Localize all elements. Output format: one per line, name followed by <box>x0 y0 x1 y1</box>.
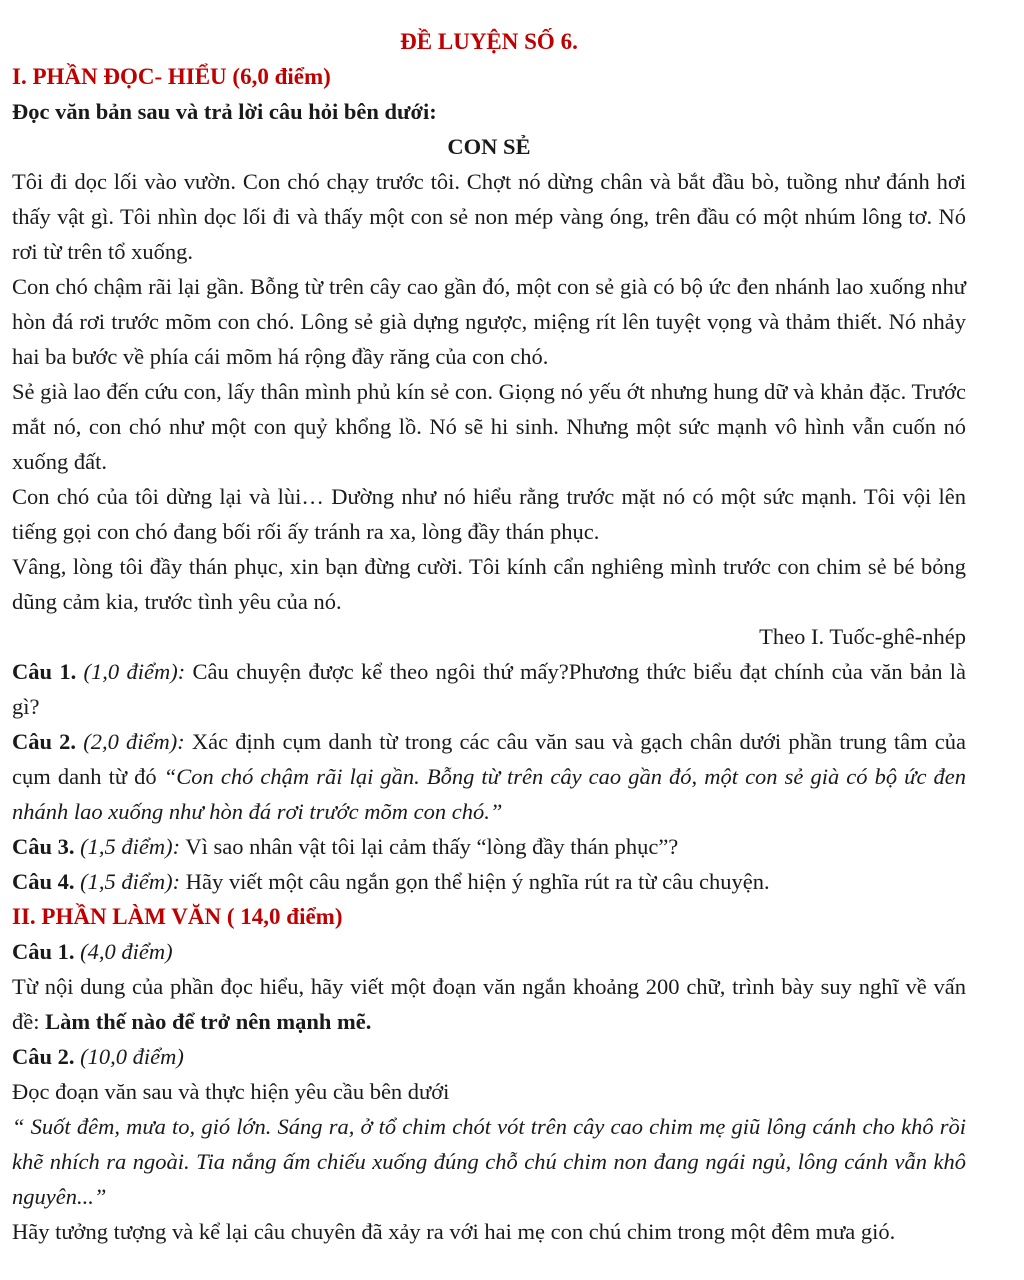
story-paragraph: Con chó của tôi dừng lại và lùi… Dường như nó hiểu rằng trước mặt nó có một sức mạnh. Tôi vội lên tiếng gọi con chó đang bối rối ấy tránh ra xa, lòng đầy thán phục. <box>12 484 966 544</box>
question-label: Câu 1. <box>12 659 77 684</box>
reading-question-1 <box>12 654 966 724</box>
story-source: Theo I. Tuốc-ghê-nhép <box>759 624 966 649</box>
question-label: Câu 2. <box>12 1044 75 1069</box>
writing-question-2-task: Hãy tưởng tượng và kể lại câu chuyên đã xảy ra với hai mẹ con chú chim trong một đêm mưa gió. <box>12 1219 896 1244</box>
exam-title: ĐỀ LUYỆN SỐ 6. <box>400 29 578 54</box>
story-title: CON SẺ <box>447 134 531 159</box>
writing-question-2-quote: “ Suốt đêm, mưa to, gió lớn. Sáng ra, ở tổ chim chót vót trên cây cao chim mẹ giũ lông cánh cho khô rồi khẽ nhích ra ngoài. Tia nắng ấm chiếu xuống đúng chỗ chú chim non đang ngái ngủ, lông cánh vẫn khô nguyên...” <box>12 1114 966 1209</box>
question-text: Xác định cụm danh từ trong các câu văn sau và gạch chân dưới phần trung tâm của cụm danh từ đó <box>12 729 967 789</box>
question-text: Từ nội dung của phần đọc hiểu, hãy viết một đoạn văn ngắn khoảng 200 chữ, trình bày suy nghĩ về vấn đề: <box>12 974 966 1034</box>
story-paragraph: Vâng, lòng tôi đầy thán phục, xin bạn đừng cười. Tôi kính cẩn nghiêng mình trước con chim sẻ bé bỏng dũng cảm kia, trước tình yêu của nó. <box>12 554 966 614</box>
question-points: (4,0 điểm) <box>80 939 173 964</box>
story-paragraph: Tôi đi dọc lối vào vườn. Con chó chạy trước tôi. Chợt nó dừng chân và bắt đầu bò, tuồng như đánh hơi thấy vật gì. Tôi nhìn dọc lối đi và thấy một con sẻ non mép vàng óng, trên đầu có một nhúm lông tơ. Nó rơi từ trên tổ xuống. <box>12 169 966 264</box>
question-points: (1,0 điểm): <box>83 659 186 684</box>
writing-question-2-header <box>12 1039 966 1074</box>
writing-question-2-instruction: Đọc đoạn văn sau và thực hiện yêu cầu bên dưới <box>12 1079 450 1104</box>
essay-topic: Làm thế nào để trở nên mạnh mẽ. <box>45 1009 372 1034</box>
reading-question-3 <box>12 829 966 864</box>
question-points: (10,0 điểm) <box>80 1044 184 1069</box>
question-text: Vì sao nhân vật tôi lại cảm thấy “lòng đầy thán phục”? <box>180 834 679 859</box>
writing-section-heading: II. PHẦN LÀM VĂN ( 14,0 điểm) <box>12 904 343 929</box>
question-points: (1,5 điểm): <box>80 834 181 859</box>
story-paragraph: Sẻ già lao đến cứu con, lấy thân mình phủ kín sẻ con. Giọng nó yếu ớt nhưng hung dữ và khản đặc. Trước mắt nó, con chó như một con quỷ khổng lồ. Nó sẽ hi sinh. Nhưng một sức mạnh vô hình vẫn cuốn nó xuống đất. <box>12 379 966 474</box>
question-points: (2,0 điểm): <box>83 729 185 754</box>
story-paragraph: Con chó chậm rãi lại gần. Bỗng từ trên cây cao gần đó, một con sẻ già có bộ ức đen nhánh lao xuống như hòn đá rơi trước mõm con chó. Lông sẻ già dựng ngược, miệng rít lên tuyệt vọng và thảm thiết. Nó nhảy hai ba bước về phía cái mõm há rộng đầy răng của con chó. <box>12 274 966 369</box>
question-label: Câu 1. <box>12 939 75 964</box>
question-text: Hãy viết một câu ngắn gọn thể hiện ý nghĩa rút ra từ câu chuyện. <box>180 869 770 894</box>
question-text: Câu chuyện được kể theo ngôi thứ mấy?Phương thức biểu đạt chính của văn bản là gì? <box>12 659 967 719</box>
question-label: Câu 4. <box>12 869 75 894</box>
writing-question-1-header <box>12 934 966 969</box>
question-label: Câu 2. <box>12 729 77 754</box>
reading-question-2 <box>12 724 966 829</box>
question-label: Câu 3. <box>12 834 75 859</box>
question-quote: “Con chó chậm rãi lại gần. Bỗng từ trên cây cao gần đó, một con sẻ già có bộ ức đen nhánh lao xuống như hòn đá rơi trước mõm con chó.” <box>12 764 967 824</box>
reading-question-4 <box>12 864 966 899</box>
reading-instruction: Đọc văn bản sau và trả lời câu hỏi bên dưới: <box>12 99 437 124</box>
question-points: (1,5 điểm): <box>80 869 181 894</box>
writing-question-1-text <box>12 969 966 1039</box>
reading-section-heading: I. PHẦN ĐỌC- HIỂU (6,0 điểm) <box>12 64 331 89</box>
